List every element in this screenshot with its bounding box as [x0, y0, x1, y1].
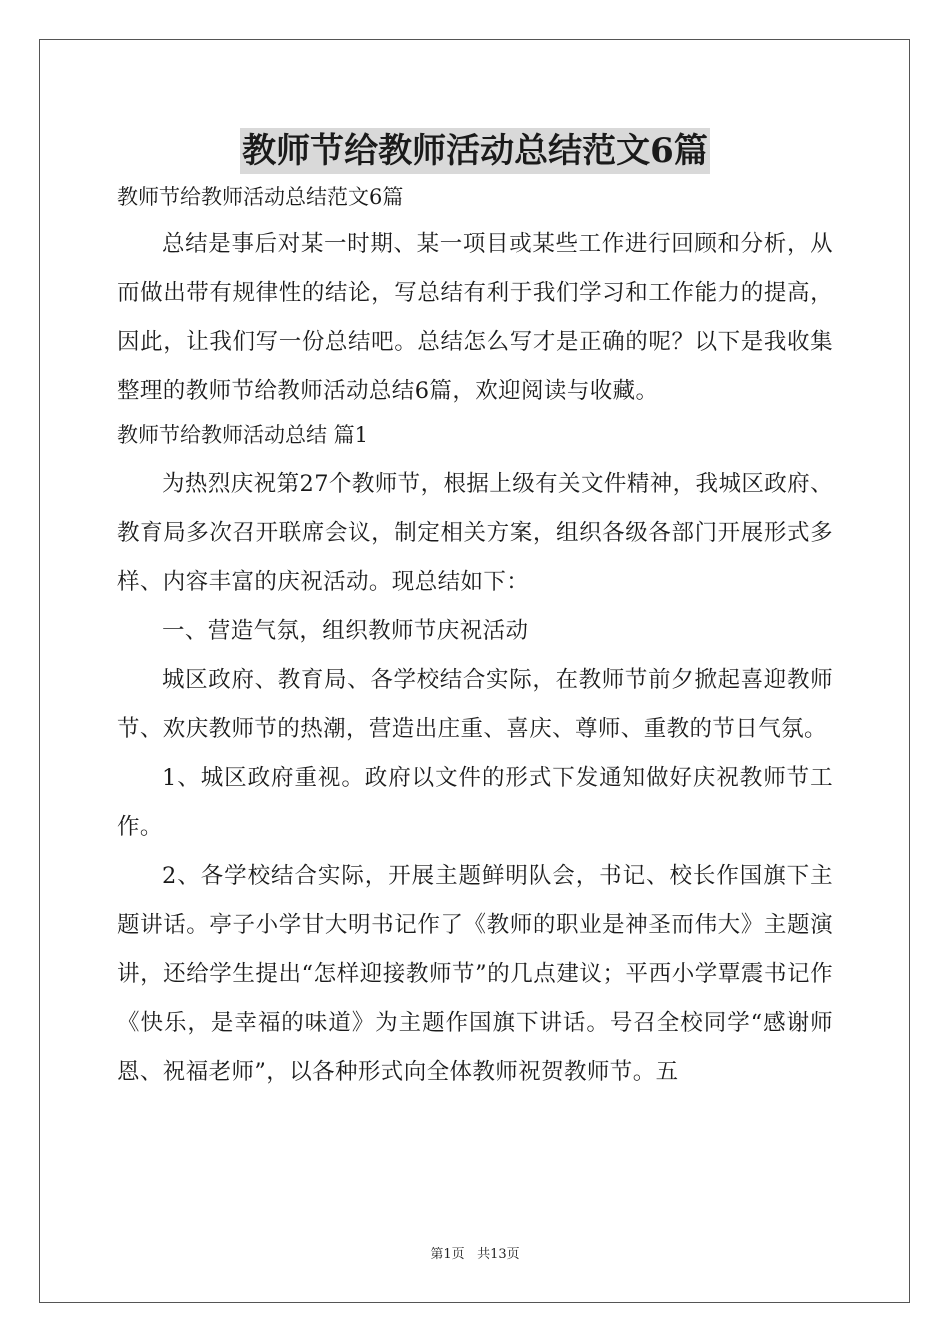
paragraph-3: 城区政府、教育局、各学校结合实际，在教师节前夕掀起喜迎教师节、欢庆教师节的热潮，营造出庄重、喜庆、尊师、重教的节日气氛。	[117, 667, 833, 742]
document-body	[117, 182, 833, 1097]
total-pages: 共13页	[477, 1247, 520, 1262]
section-heading: 教师节给教师活动总结 篇1	[117, 423, 369, 447]
page-number: 第1页	[430, 1247, 465, 1262]
document-subtitle: 教师节给教师活动总结范文6篇	[117, 185, 404, 209]
paragraph-4: 1、城区政府重视。政府以文件的形式下发通知做好庆祝教师节工作。	[117, 765, 833, 840]
intro-paragraph: 总结是事后对某一时期、某一项目或某些工作进行回顾和分析，从而做出带有规律性的结论，写总结有利于我们学习和工作能力的提高，因此，让我们写一份总结吧。总结怎么写才是正确的呢？以下是我收集整理的教师节给教师活动总结6篇，欢迎阅读与收藏。	[117, 231, 833, 404]
paragraph-1: 为热烈庆祝第27个教师节，根据上级有关文件精神，我城区政府、教育局多次召开联席会议，制定相关方案，组织各级各部门开展形式多样、内容丰富的庆祝活动。现总结如下：	[117, 471, 833, 595]
document-title: 教师节给教师活动总结范文6篇	[240, 128, 710, 174]
paragraph-5: 2、各学校结合实际，开展主题鲜明队会，书记、校长作国旗下主题讲话。亭子小学甘大明书记作了《教师的职业是神圣而伟大》主题演讲，还给学生提出“怎样迎接教师节”的几点建议；平西小学覃震书记作《快乐，是幸福的味道》为主题作国旗下讲话。号召全校同学“感谢师恩、祝福老师”，以各种形式向全体教师祝贺教师节。五	[117, 863, 833, 1085]
paragraph-2: 一、营造气氛，组织教师节庆祝活动	[162, 618, 529, 644]
page-footer	[0, 1246, 950, 1264]
title-container	[0, 128, 950, 174]
